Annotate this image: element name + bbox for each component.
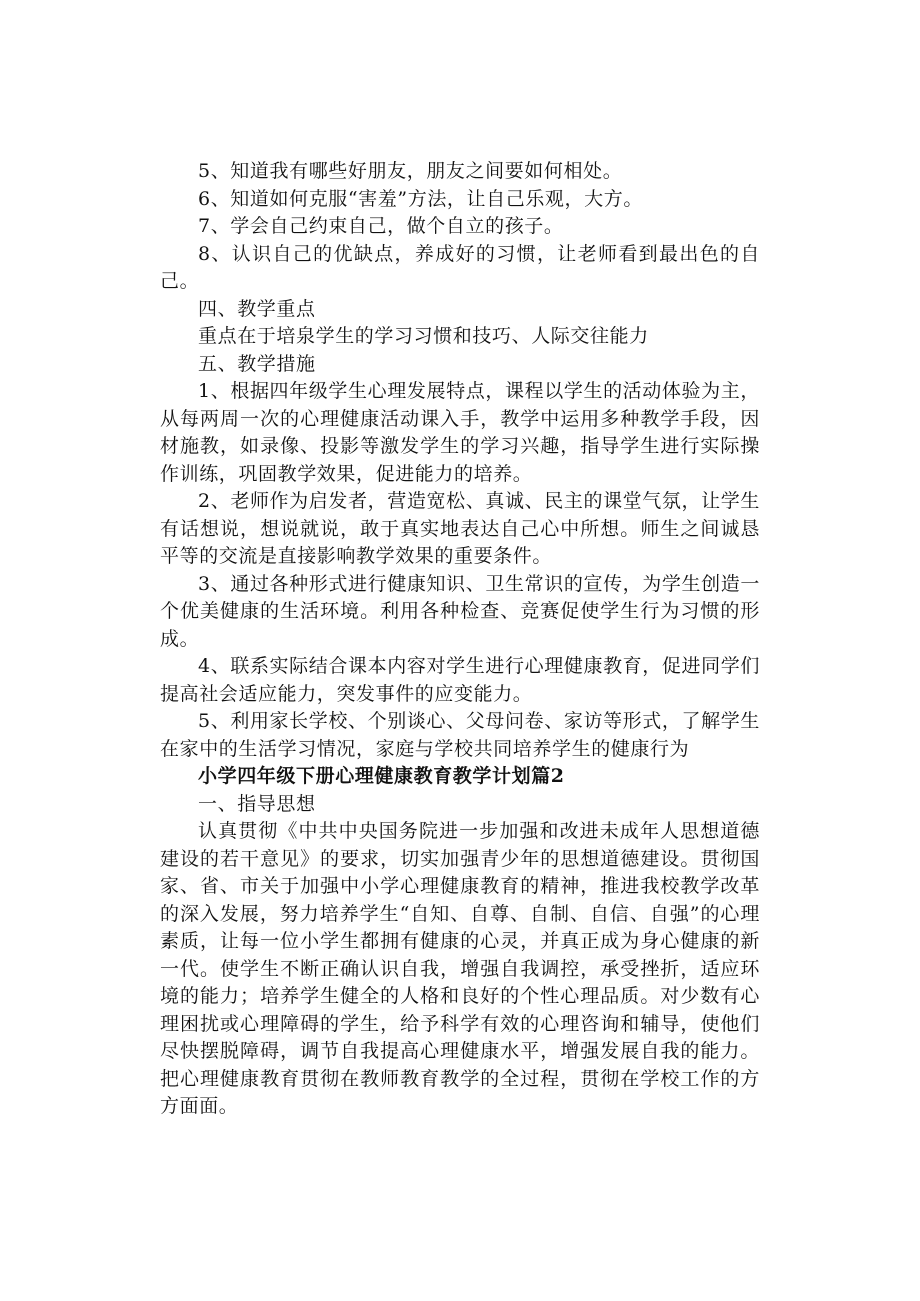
paragraph-item-7: 7、学会自己约束自己，做个自立的孩子。 [198, 215, 564, 237]
document-body [160, 158, 760, 1121]
paragraph-item-5: 5、知道我有哪些好朋友，朋友之间要如何相处。 [198, 160, 623, 182]
section-title: 小学四年级下册心理健康教育教学计划篇2 [198, 765, 565, 787]
paragraph-measure-3: 3、通过各种形式进行健康知识、卫生常识的宣传，为学生创造一个优美健康的生活环境。利用各种检查、竞赛促使学生行为习惯的形成。 [160, 572, 760, 650]
paragraph-guiding-ideology: 认真贯彻《中共中央国务院进一步加强和改进未成年人思想道德建设的若干意见》的要求，切实加强青少年的思想道德建设。贯彻国家、省、市关于加强中小学心理健康教育的精神，推进我校教学改革的深入发展，努力培养学生“自知、自尊、自制、自信、自强”的心理素质，让每一位小学生都拥有健康的心灵，并真正成为身心健康的新一代。使学生不断正确认识自我，增强自我调控，承受挫折，适应环境的能力；培养学生健全的人格和良好的个性心理品质。对少数有心理困扰或心理障碍的学生，给予科学有效的心理咨询和辅导，使他们尽快摆脱障碍，调节自我提高心理健康水平，增强发展自我的能力。把心理健康教育贯彻在教师教育教学的全过程，贯彻在学校工作的方方面面。 [160, 820, 760, 1117]
paragraph-measure-5: 5、利用家长学校、个别谈心、父母问卷、家访等形式，了解学生在家中的生活学习情况，家庭与学校共同培养学生的健康行为 [160, 710, 760, 760]
paragraph-item-8: 8、认识自己的优缺点，养成好的习惯，让老师看到最出色的自己。 [160, 242, 760, 292]
heading-teaching-focus: 四、教学重点 [198, 297, 316, 320]
heading-guiding-ideology: 一、指导思想 [198, 792, 316, 815]
paragraph-item-6: 6、知道如何克服“害羞”方法，让自己乐观，大方。 [198, 187, 643, 210]
paragraph-measure-1: 1、根据四年级学生心理发展特点，课程以学生的活动体验为主，从每两周一次的心理健康活动课入手，教学中运用多种教学手段，因材施教，如录像、投影等激发学生的学习兴趣，指导学生进行实际操作训练，巩固教学效果，促进能力的培养。 [160, 380, 760, 485]
heading-teaching-measures: 五、教学措施 [198, 352, 316, 375]
paragraph-measure-2: 2、老师作为启发者，营造宽松、真诚、民主的课堂气氛，让学生有话想说，想说就说，敢于真实地表达自己心中所想。师生之间诚恳平等的交流是直接影响教学效果的重要条件。 [160, 490, 760, 567]
paragraph-measure-4: 4、联系实际结合课本内容对学生进行心理健康教育，促进同学们提高社会适应能力，突发事件的应变能力。 [160, 655, 760, 705]
paragraph-teaching-focus: 重点在于培泉学生的学习习惯和技巧、人际交往能力 [198, 325, 649, 347]
